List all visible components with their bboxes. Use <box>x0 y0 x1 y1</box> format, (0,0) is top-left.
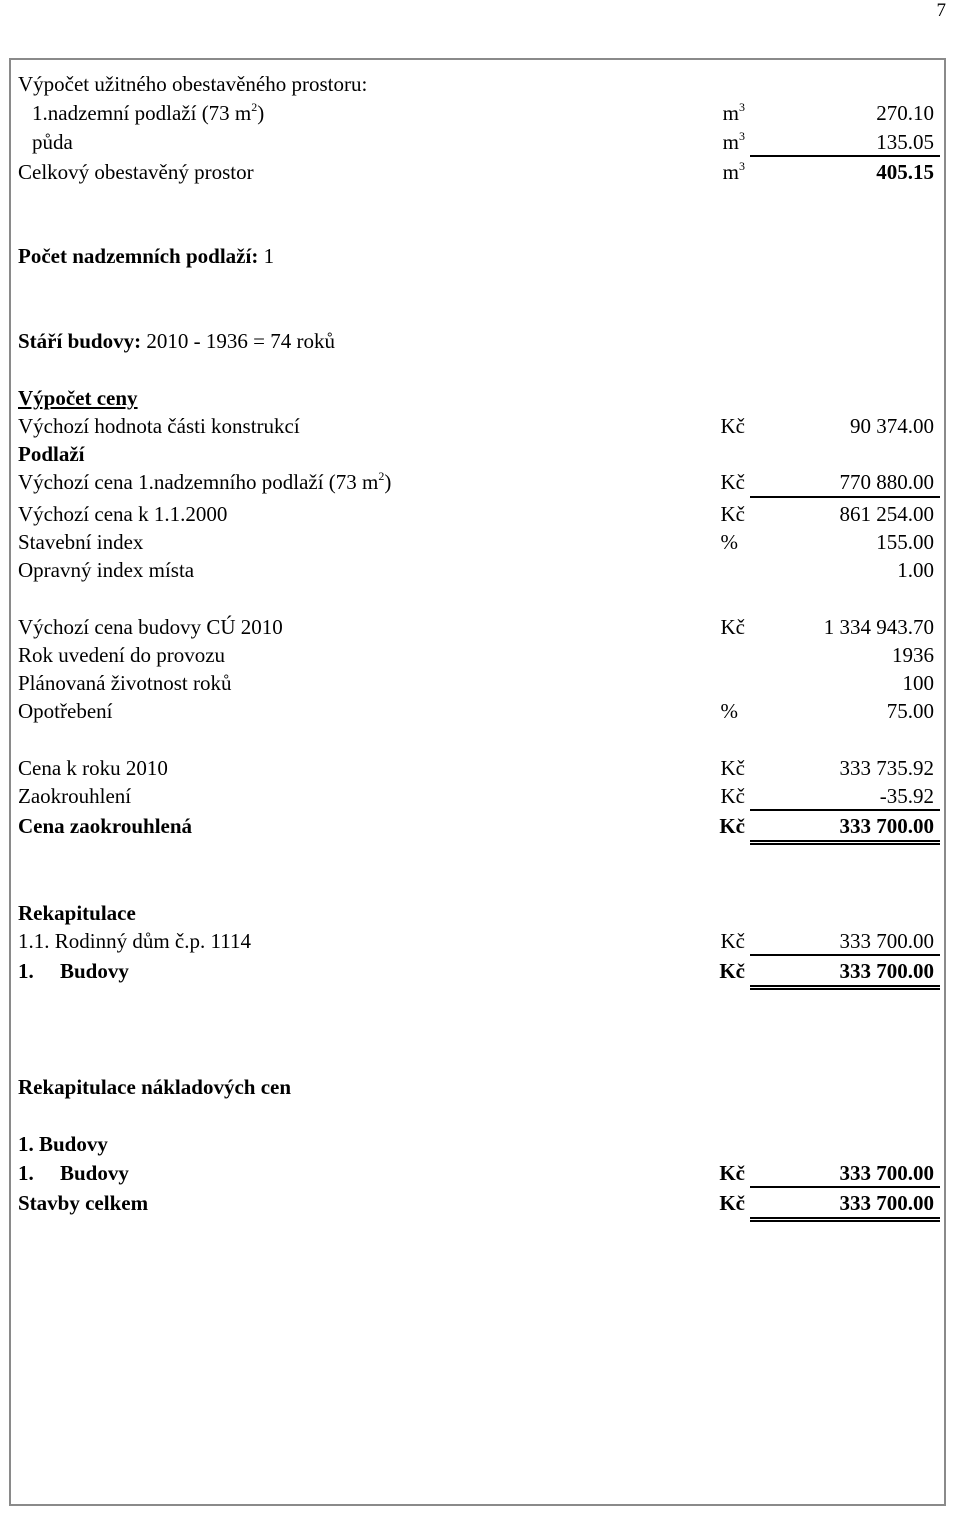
calc-building-price: Výchozí cena budovy CÚ 2010 Kč 1 334 943.70 <box>18 615 934 639</box>
subtotal-line <box>750 496 940 498</box>
space-row-floor: 1.nadzemní podlaží (73 $m^2$) $m^3$ 270.10 <box>18 98 940 128</box>
calc-base: Výchozí hodnota části konstrukcí Kč 90 374.00 <box>18 414 934 438</box>
calc-heading: Výpočet ceny <box>18 386 138 410</box>
space-floor-value: 270.10 <box>876 101 934 125</box>
space-title: Výpočet užitného obestavěného prostoru: <box>18 72 368 96</box>
calc-price-2010: Cena k roku 2010 Kč 333 735.92 <box>18 756 934 780</box>
calc-lifetime: Plánovaná životnost roků 100 <box>18 671 934 695</box>
calc-wear: Opotřebení % 75.00 <box>18 699 934 723</box>
cost-recap-total: Stavby celkem Kč 333 700.00 <box>18 1191 934 1215</box>
calc-build-index: Stavební index % 155.00 <box>18 530 934 554</box>
calc-price-2000: Výchozí cena k 1.1.2000 Kč 861 254.00 <box>18 502 934 526</box>
page-number: 7 <box>936 0 946 21</box>
cost-recap-group: 1. Budovy <box>18 1132 108 1156</box>
space-total-value: 405.15 <box>876 160 934 184</box>
calc-rounded: Cena zaokrouhlená Kč 333 700.00 <box>18 814 934 838</box>
cost-recap-buildings: 1. Budovy Kč 333 700.00 <box>18 1161 934 1185</box>
calc-year: Rok uvedení do provozu 1936 <box>18 643 934 667</box>
floors-count: Počet nadzemních podlaží: 1 <box>18 244 275 268</box>
building-age: Stáří budovy: 2010 - 1936 = 74 roků <box>18 329 335 353</box>
calc-floor-price: Výchozí cena 1.nadzemního podlaží (73 $m^2$) Kč 770 880.00 <box>18 469 934 494</box>
cost-recap-heading: Rekapitulace nákladových cen <box>18 1075 292 1099</box>
recap-heading: Rekapitulace <box>18 901 136 925</box>
total-double-line <box>750 1217 940 1222</box>
calc-rounding: Zaokrouhlení Kč -35.92 <box>18 784 934 808</box>
total-double-line <box>750 840 940 845</box>
calc-repair-index: Opravný index místa 1.00 <box>18 558 934 582</box>
space-row-attic: půda $m^3$ 135.05 <box>18 127 940 157</box>
recap-buildings: 1. Budovy Kč 333 700.00 <box>18 959 934 983</box>
recap-house: 1.1. Rodinný dům č.p. 1114 Kč 333 700.00 <box>18 929 934 953</box>
calc-podlazi: Podlaží <box>18 442 85 466</box>
space-row-total: Celkový obestavěný prostor $m^3$ 405.15 <box>18 157 940 187</box>
space-attic-value: 135.05 <box>876 130 934 154</box>
total-double-line <box>750 985 940 990</box>
